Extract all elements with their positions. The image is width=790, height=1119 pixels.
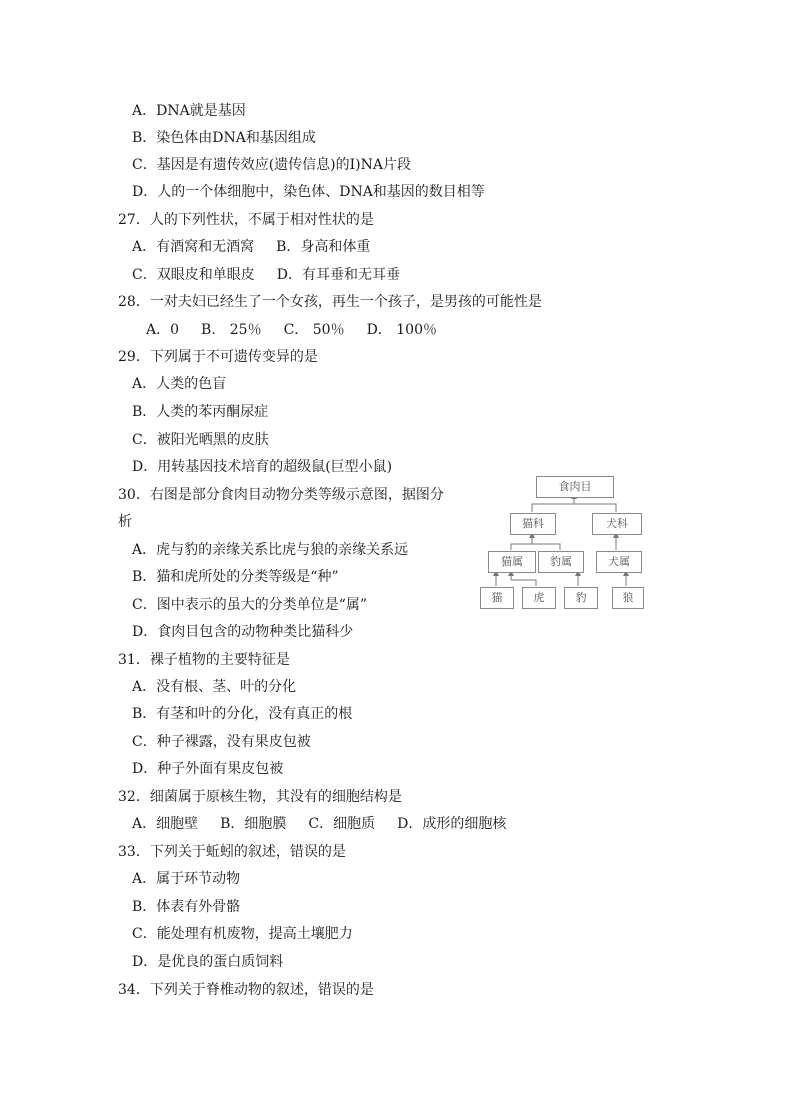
- q28-options: [146, 320, 437, 340]
- q26-option-a: A．DNA就是基因: [132, 103, 246, 119]
- q27-option-b: B．身高和体重: [276, 239, 371, 255]
- q27-stem: 27．人的下列性状，不属于相对性状的是: [118, 212, 374, 228]
- q26-option-b: B．染色体由DNA和基因组成: [132, 130, 316, 146]
- node-species-leopard: 豹: [564, 587, 598, 609]
- node-genus-leopard: 豹属: [538, 551, 584, 573]
- q29-option-d: D．用转基因技术培育的超级鼠(巨型小鼠): [132, 459, 393, 475]
- q30-option-b: B．猫和虎所处的分类等级是“种”: [132, 569, 339, 585]
- q30-stem-line2: 析: [118, 514, 132, 530]
- q27-options-row2: [132, 265, 400, 285]
- q32-option-b: B．细胞膜: [220, 816, 287, 832]
- q27-option-c: C．双眼皮和单眼皮: [132, 267, 255, 283]
- q30-option-c: C．图中表示的虽大的分类单位是“属”: [132, 597, 368, 613]
- q28-stem: 28．一对夫妇已经生了一个女孩，再生一个孩子，是男孩的可能性是: [118, 294, 542, 310]
- q28-option-c: C． 50％: [283, 322, 345, 338]
- q34-stem: 34．下列关于脊椎动物的叙述，错误的是: [118, 982, 374, 998]
- classification-diagram: [478, 474, 648, 614]
- node-order: 食肉目: [536, 476, 614, 498]
- q31-option-d: D．种子外面有果皮包被: [132, 761, 284, 777]
- q29-option-a: A．人类的色盲: [132, 376, 227, 392]
- q33-stem: 33．下列关于蚯蚓的叙述，错误的是: [118, 844, 346, 860]
- q33-option-b: B．体表有外骨骼: [132, 899, 241, 915]
- q32-options: [132, 814, 506, 834]
- node-species-wolf: 狼: [612, 587, 644, 609]
- q33-option-a: A．属于环节动物: [132, 871, 241, 887]
- q29-stem: 29．下列属于不可遗传变异的是: [118, 349, 318, 365]
- q27-option-d: D．有耳垂和无耳垂: [276, 267, 400, 283]
- q27-options-row1: [132, 237, 370, 257]
- q32-option-d: D．成形的细胞核: [397, 816, 507, 832]
- q32-stem: 32．细菌属于原核生物，其没有的细胞结构是: [118, 789, 402, 805]
- q27-option-a: A．有酒窝和无酒窝: [132, 239, 255, 255]
- q28-option-a: A．0: [146, 322, 180, 338]
- q31-stem: 31．裸子植物的主要特征是: [118, 652, 290, 668]
- q33-option-d: D．是优良的蛋白质饲料: [132, 954, 284, 970]
- q32-option-a: A．细胞壁: [132, 816, 199, 832]
- q33-option-c: C．能处理有机废物，提高土壤肥力: [132, 926, 353, 942]
- node-genus-cat: 猫属: [488, 551, 536, 573]
- q31-option-a: A．没有根、茎、叶的分化: [132, 679, 297, 695]
- node-genus-dog: 犬属: [596, 551, 642, 573]
- q30-stem-line1: 30．右图是部分食肉目动物分类等级示意图，据图分: [118, 487, 444, 503]
- q26-option-d: D．人的一个体细胞中，染色体、DNA和基因的数目相等: [132, 184, 485, 200]
- q31-option-c: C．种子裸露，没有果皮包被: [132, 734, 311, 750]
- q29-option-c: C．被阳光晒黑的皮肤: [132, 432, 269, 448]
- q26-option-c: C．基因是有遗传效应(遗传信息)的I)NA片段: [132, 157, 411, 173]
- q28-option-d: D． 100％: [366, 322, 437, 338]
- node-family-dog: 犬科: [592, 513, 642, 535]
- q28-option-b: B． 25％: [201, 322, 262, 338]
- q29-option-b: B．人类的苯丙酮尿症: [132, 404, 269, 420]
- q30-option-a: A．虎与豹的亲缘关系比虎与狼的亲缘关系远: [132, 542, 409, 558]
- node-family-cat: 猫科: [510, 513, 556, 535]
- q31-option-b: B．有茎和叶的分化，没有真正的根: [132, 706, 353, 722]
- node-species-cat: 猫: [480, 587, 514, 609]
- node-species-tiger: 虎: [522, 587, 556, 609]
- q30-option-d: D．食肉目包含的动物种类比猫科少: [132, 624, 354, 640]
- q32-option-c: C．细胞质: [308, 816, 376, 832]
